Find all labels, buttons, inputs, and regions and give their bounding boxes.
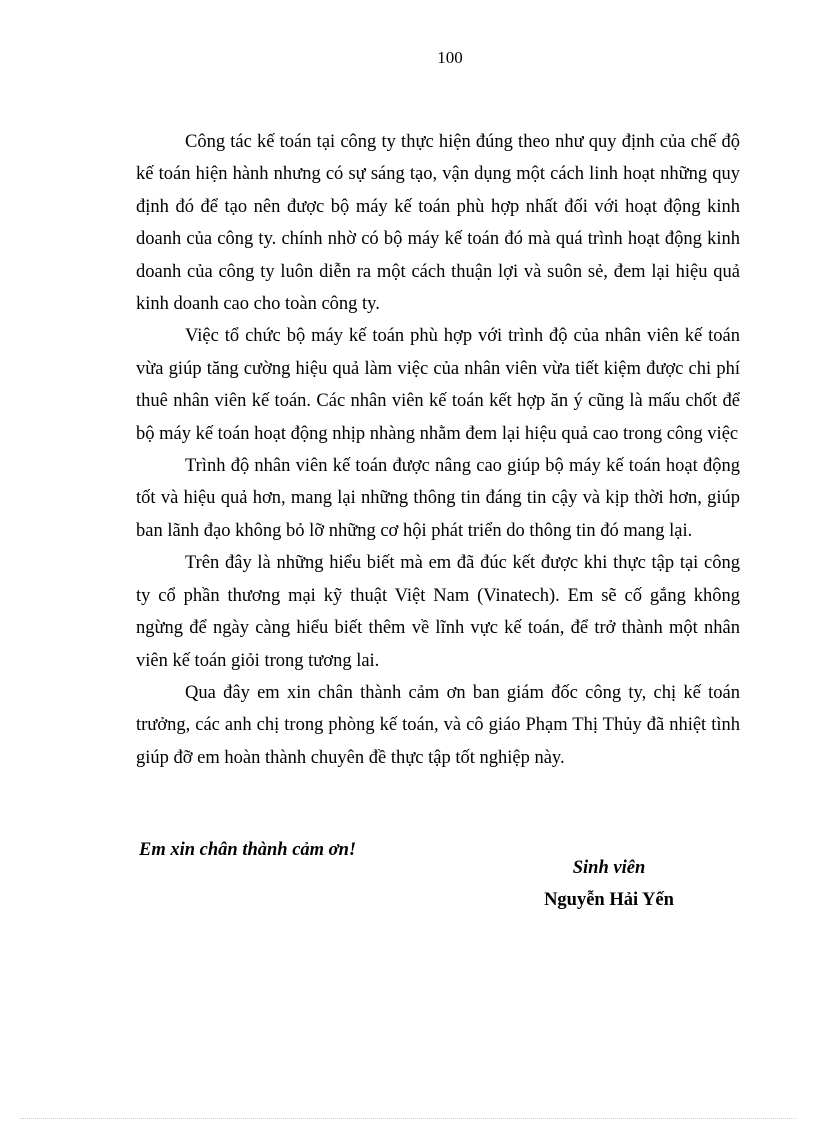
paragraph-5: Qua đây em xin chân thành cảm ơn ban giám đốc công ty, chị kế toán trưởng, các anh chị trong phòng kế toán, và cô giáo Phạm Thị Thủy đã nhiệt tình giúp đỡ em hoàn thành chuyên đề thực tập tốt nghiệp này.	[136, 682, 740, 768]
page-number: 100	[437, 48, 463, 67]
closing-thanks: Em xin chân thành cảm ơn!	[139, 840, 357, 860]
closing-section	[139, 840, 739, 920]
paragraph-1: Công tác kế toán tại công ty thực hiện đúng theo như quy định của chế độ kế toán hiện hành nhưng có sự sáng tạo, vận dụng một cách linh hoạt những quy định đó để tạo nên được bộ máy kế toán phù hợp nhất đối với hoạt động kinh doanh của công ty. chính nhờ có bộ máy kế toán đó mà quá trình hoạt động kinh doanh của công ty luôn diễn ra một cách thuận lợi và suôn sẻ, đem lại hiệu quả kinh doanh cao cho toàn công ty.	[136, 132, 740, 315]
signature-name: Nguyễn Hải Yến	[544, 890, 674, 910]
document-body	[136, 126, 740, 774]
page-bottom-rule	[20, 1118, 796, 1119]
paragraph-3: Trình độ nhân viên kế toán được nâng cao giúp bộ máy kế toán hoạt động tốt và hiệu quả hơn, mang lại những thông tin đáng tin cậy và kịp thời hơn, giúp ban lãnh đạo không bỏ lỡ những cơ hội phát triển do thông tin đó mang lại.	[136, 456, 740, 541]
signature-block	[509, 852, 709, 916]
signature-role: Sinh viên	[572, 858, 646, 878]
paragraph-2: Việc tổ chức bộ máy kế toán phù hợp với trình độ của nhân viên kế toán vừa giúp tăng cường hiệu quả làm việc của nhân viên vừa tiết kiệm được chi phí thuê nhân viên kế toán. Các nhân viên kế toán kết hợp ăn ý cũng là mấu chốt để bộ máy kế toán hoạt động nhịp nhàng nhằm đem lại hiệu quả cao trong công việc	[136, 326, 740, 444]
paragraph-4: Trên đây là những hiểu biết mà em đã đúc kết được khi thực tập tại công ty cổ phần thương mại kỹ thuật Việt Nam (Vinatech). Em sẽ cố gắng không ngừng để ngày càng hiểu biết thêm về lĩnh vực kế toán, để trở thành một nhân viên kế toán giỏi trong tương lai.	[136, 553, 740, 671]
